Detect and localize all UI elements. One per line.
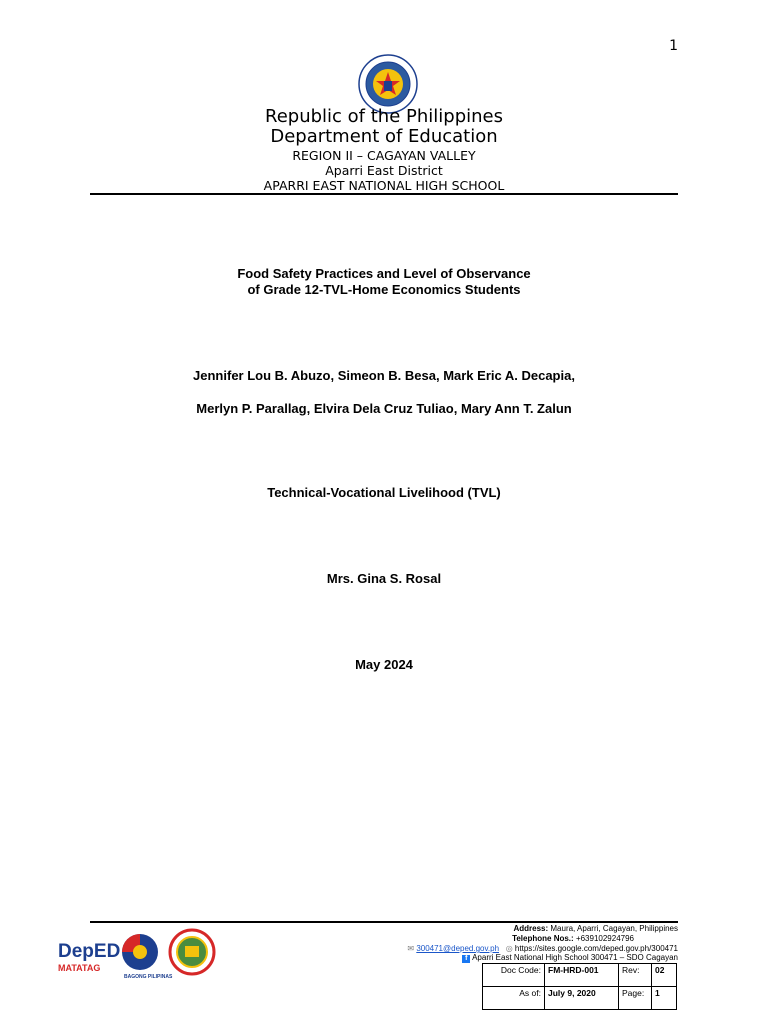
doc-code-label: Doc Code: (483, 964, 545, 987)
facebook-icon: f (462, 955, 470, 963)
school-seal-icon (170, 930, 214, 974)
header-republic: Republic of the Philippines (265, 106, 503, 127)
matatag-logo-text: MATATAG (58, 963, 101, 973)
strand: Technical-Vocational Livelihood (TVL) (267, 485, 501, 500)
header-divider (90, 193, 678, 195)
as-of-label: As of: (483, 987, 545, 1010)
facebook-link[interactable]: Aparri East National High School 300471 – SDO Cagayan (472, 953, 678, 962)
footer-logos (58, 926, 218, 984)
website-link[interactable]: https://sites.google.com/deped.gov.ph/300471 (514, 944, 678, 953)
header-region: REGION II – CAGAYAN VALLEY (292, 148, 476, 163)
page-value: 1 (652, 987, 677, 1010)
adviser: Mrs. Gina S. Rosal (326, 571, 442, 586)
deped-matatag-logo-icon (58, 926, 218, 984)
rev-value: 02 (652, 964, 677, 987)
bagong-pilipinas-logo-icon (122, 934, 173, 980)
authors-line-1: Jennifer Lou B. Abuzo, Simeon B. Besa, Mark Eric A. Decapia, (193, 368, 575, 383)
deped-logo-text: DepED (58, 941, 121, 962)
title-line-2: of Grade 12-TVL-Home Economics Students (247, 282, 521, 297)
globe-icon: ◎ (505, 944, 513, 953)
date: May 2024 (355, 657, 413, 672)
bagong-pilipinas-text: BAGONG PILIPINAS (124, 974, 173, 980)
footer-phone: Telephone Nos.: +639102924796 (512, 934, 634, 943)
footer-divider (90, 921, 678, 923)
document-control-table (482, 963, 677, 1010)
header-school: APARRI EAST NATIONAL HIGH SCHOOL (263, 178, 505, 193)
email-icon: ✉ (407, 944, 415, 953)
rev-label: Rev: (619, 964, 652, 987)
page-number: 1 (669, 38, 678, 54)
email-link[interactable]: 300471@deped.gov.ph (416, 944, 500, 953)
authors-line-2: Merlyn P. Parallag, Elvira Dela Cruz Tuliao, Mary Ann T. Zalun (196, 401, 572, 416)
footer-address: Address: Maura, Aparri, Cagayan, Philippines (513, 924, 678, 933)
header-district: Aparri East District (325, 163, 443, 178)
title-line-1: Food Safety Practices and Level of Observance (237, 266, 531, 281)
deped-seal-icon (358, 54, 418, 114)
header-department: Department of Education (270, 126, 498, 147)
page-label: Page: (619, 987, 652, 1010)
doc-code-value: FM-HRD-001 (545, 964, 619, 987)
as-of-value: July 9, 2020 (545, 987, 619, 1010)
footer-facebook (462, 953, 678, 963)
